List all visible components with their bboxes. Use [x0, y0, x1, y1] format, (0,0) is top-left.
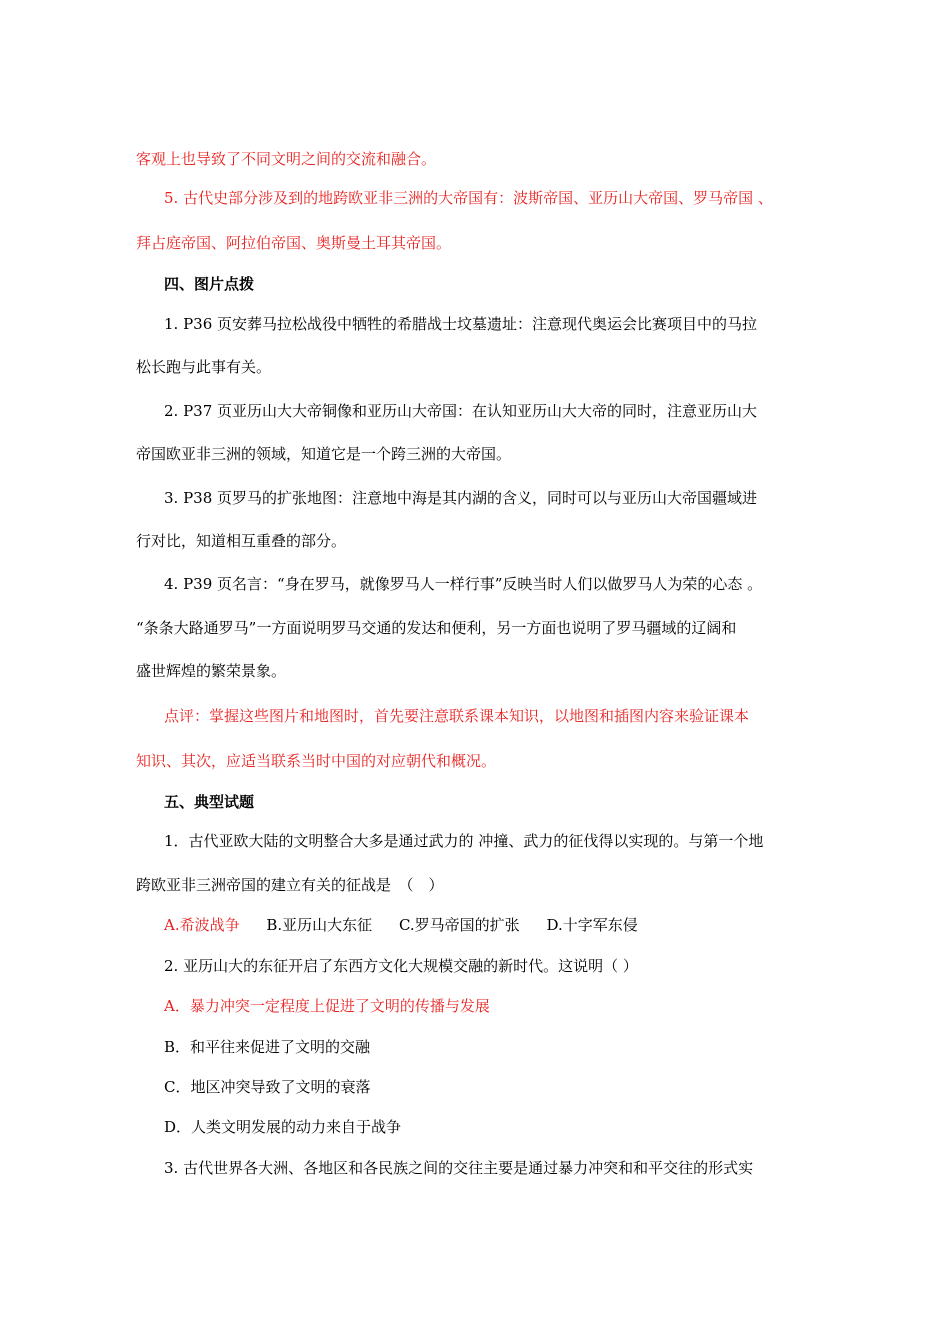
question-2-option-b: B．和平往来促进了文明的交融: [164, 1038, 371, 1056]
question-2: 2. 亚历山大的东征开启了东西方文化大规模交融的新时代。这说明（ ）: [164, 957, 638, 975]
picture-note-4-cont: “条条大路通罗马”一方面说明罗马交通的发达和便利，另一方面也说明了罗马疆域的辽阔和: [136, 619, 737, 637]
question-2-option-c: C．地区冲突导致了文明的衰落: [164, 1078, 371, 1096]
picture-note-4: 4. P39 页名言：“身在罗马，就像罗马人一样行事”反映当时人们以做罗马人为荣的心态 。: [164, 575, 763, 593]
question-2-option-d: D．人类文明发展的动力来自于战争: [164, 1118, 402, 1136]
question-1-option-b: B.亚历山大东征: [266, 916, 373, 934]
picture-note-1-cont: 松长跑与此事有关。: [136, 358, 272, 376]
commentary-cont: 知识、其次，应适当联系当时中国的对应朝代和概况。: [136, 752, 497, 770]
question-1-cont: 跨欧亚非三洲帝国的建立有关的征战是 （ ）: [136, 876, 444, 894]
answer-point-5-cont: 拜占庭帝国、阿拉伯帝国、奥斯曼土耳其帝国。: [136, 234, 452, 252]
commentary: 点评：掌握这些图片和地图时，首先要注意联系课本知识，以地图和插图内容来验证课本: [164, 707, 750, 725]
answer-text-line: 客观上也导致了不同文明之间的交流和融合。: [136, 150, 437, 168]
answer-point-5: 5. 古代史部分涉及到的地跨欧亚非三洲的大帝国有：波斯帝国、亚历山大帝国、罗马帝国 、: [164, 189, 773, 207]
picture-note-3: 3. P38 页罗马的扩张地图：注意地中海是其内湖的含义，同时可以与亚历山大帝国疆域进: [164, 489, 758, 507]
picture-note-4-cont2: 盛世辉煌的繁荣景象。: [136, 662, 287, 680]
section-heading-pictures: 四、图片点拨: [164, 275, 255, 293]
question-1-option-d: D.十字军东侵: [546, 916, 638, 934]
question-1: 1．古代亚欧大陆的文明整合大多是通过武力的 冲撞、武力的征伐得以实现的。与第一个地: [164, 832, 764, 850]
question-1-option-a: A.希波战争: [164, 916, 240, 934]
picture-note-1: 1. P36 页安葬马拉松战役中牺牲的希腊战士坟墓遗址：注意现代奥运会比赛项目中的马拉: [164, 315, 758, 333]
section-heading-exercises: 五、典型试题: [164, 793, 255, 811]
question-1-options: [164, 914, 638, 936]
picture-note-2: 2. P37 页亚历山大大帝铜像和亚历山大帝国：在认知亚历山大大帝的同时，注意亚历山大: [164, 402, 758, 420]
picture-note-3-cont: 行对比，知道相互重叠的部分。: [136, 532, 347, 550]
question-2-option-a: A．暴力冲突一定程度上促进了文明的传播与发展: [164, 997, 490, 1015]
picture-note-2-cont: 帝国欧亚非三洲的领域，知道它是一个跨三洲的大帝国。: [136, 445, 512, 463]
question-3: 3. 古代世界各大洲、各地区和各民族之间的交往主要是通过暴力冲突和和平交往的形式实: [164, 1159, 754, 1177]
question-1-option-c: C.罗马帝国的扩张: [398, 916, 520, 934]
